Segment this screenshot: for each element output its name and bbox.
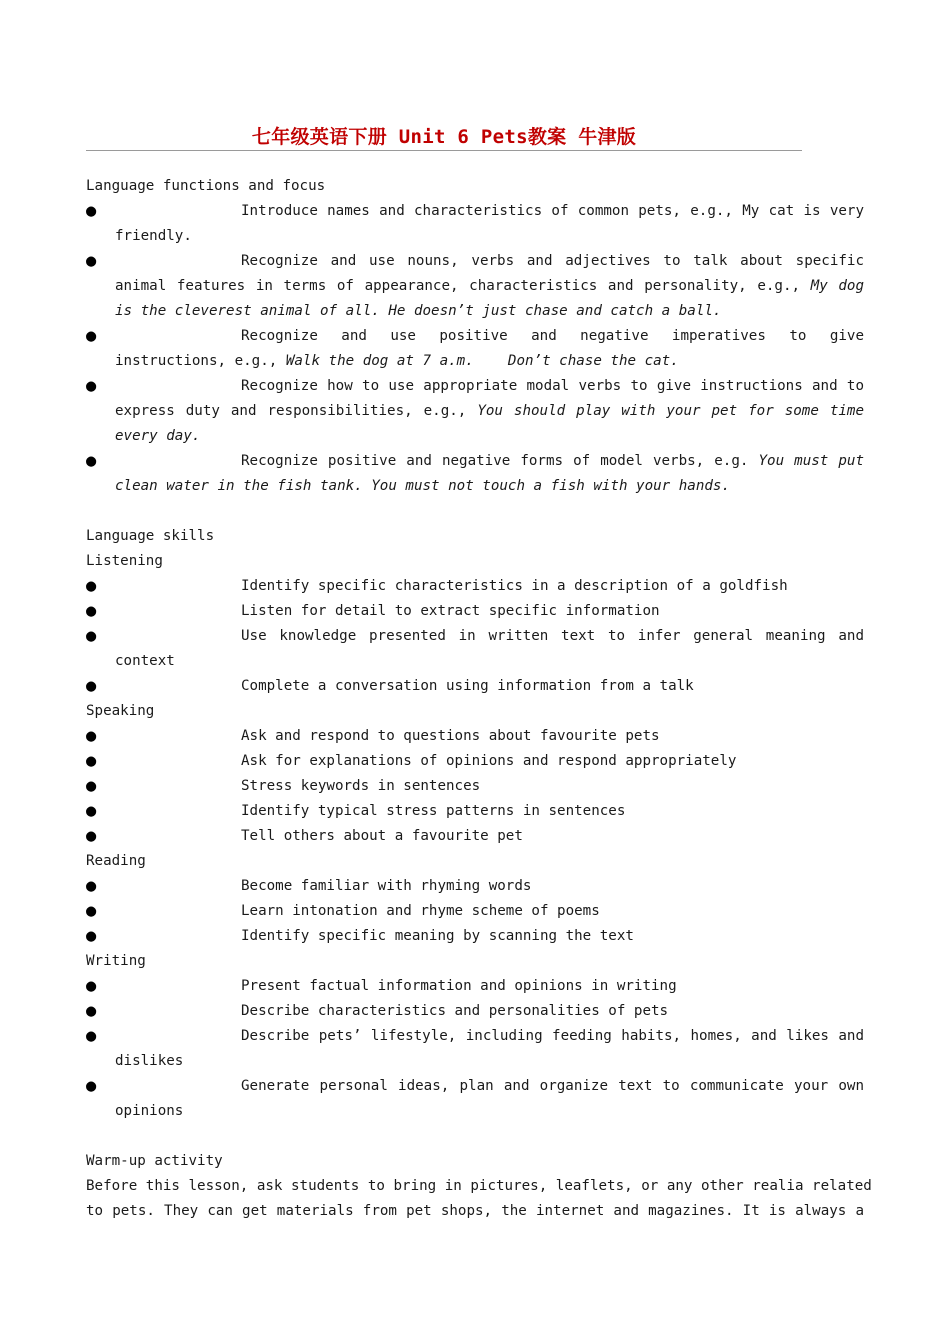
item-text: Describe characteristics and personalities of pets — [241, 1003, 669, 1019]
item-text: Recognize and use nouns, verbs and adjectives to talk about specific animal features in terms of appearance, characteristics and personality, e.g., — [115, 253, 864, 294]
bullet-icon: ● — [86, 1001, 97, 1021]
list-item — [86, 249, 864, 324]
item-example: You should play with your pet for some time every day. — [115, 403, 864, 444]
item-text: Recognize and use positive and negative imperatives to give instructions, e.g., — [115, 328, 873, 369]
bullet-icon: ● — [86, 776, 97, 796]
bullet-icon: ● — [86, 601, 97, 621]
item-text: Introduce names and characteristics of common pets, e.g., — [241, 203, 743, 219]
bullet-icon: ● — [86, 826, 97, 846]
list-item — [86, 574, 864, 599]
bullet-icon: ● — [86, 626, 97, 646]
list-item — [86, 724, 864, 749]
item-example: You must put clean water in the fish tank. You must not touch a fish with your hands. — [115, 453, 864, 494]
list-item — [86, 999, 864, 1024]
subheading-reading: Reading — [86, 853, 146, 869]
bullet-icon: ● — [86, 376, 97, 396]
list-item — [86, 599, 864, 624]
item-text: Describe pets’ lifestyle, including feeding habits, homes, and likes and dislikes — [115, 1028, 864, 1069]
item-text: Recognize how to use appropriate modal verbs to give instructions and to express duty and responsibilities, e.g., — [115, 378, 864, 419]
bullet-icon: ● — [86, 1026, 97, 1046]
item-text: Complete a conversation using information from a talk — [241, 678, 694, 694]
paragraph-line: Before this lesson, ask students to bring in pictures, leaflets, or any other realia related — [86, 1178, 872, 1194]
bullet-icon: ● — [86, 1076, 97, 1096]
list-item — [86, 324, 873, 374]
list-item — [86, 1074, 864, 1124]
item-text: Ask and respond to questions about favourite pets — [241, 728, 660, 744]
list-item — [86, 1024, 864, 1074]
item-text: Identify typical stress patterns in sentences — [241, 803, 626, 819]
bullet-icon: ● — [86, 926, 97, 946]
bullet-icon: ● — [86, 676, 97, 696]
item-text: Generate personal ideas, plan and organize text to communicate your own opinions — [115, 1078, 864, 1119]
list-item — [86, 749, 864, 774]
bullet-icon: ● — [86, 201, 97, 221]
title-underline — [86, 150, 802, 151]
list-item — [86, 924, 864, 949]
item-text: Present factual information and opinions in writing — [241, 978, 677, 994]
bullet-icon: ● — [86, 251, 97, 271]
list-item — [86, 899, 864, 924]
item-example: My cat is very friendly. — [115, 203, 864, 244]
item-text: Learn intonation and rhyme scheme of poems — [241, 903, 600, 919]
list-item — [86, 874, 864, 899]
list-item — [86, 674, 864, 699]
list-item — [86, 799, 864, 824]
section-heading-warmup: Warm-up activity — [86, 1153, 223, 1169]
bullet-icon: ● — [86, 901, 97, 921]
list-item — [86, 824, 864, 849]
item-example: My dog is the cleverest animal of all. He doesn’t just chase and catch a ball. — [115, 278, 864, 319]
item-text: Tell others about a favourite pet — [241, 828, 523, 844]
section-heading-skills: Language skills — [86, 528, 215, 544]
subheading-listening: Listening — [86, 553, 163, 569]
bullet-icon: ● — [86, 801, 97, 821]
bullet-icon: ● — [86, 451, 97, 471]
item-text: Use knowledge presented in written text to infer general meaning and context — [115, 628, 864, 669]
list-item — [86, 624, 864, 674]
list-item — [86, 449, 864, 499]
bullet-icon: ● — [86, 326, 97, 346]
bullet-icon: ● — [86, 876, 97, 896]
bullet-icon: ● — [86, 576, 97, 596]
bullet-icon: ● — [86, 751, 97, 771]
document-body — [86, 174, 873, 1224]
list-item — [86, 374, 864, 449]
bullet-icon: ● — [86, 976, 97, 996]
item-text: Identify specific characteristics in a description of a goldfish — [241, 578, 788, 594]
section-heading-functions: Language functions and focus — [86, 178, 326, 194]
list-item — [86, 199, 864, 249]
item-example: Walk the dog at 7 a.m. Don’t chase the cat. — [285, 353, 679, 369]
item-text: Recognize positive and negative forms of model verbs, e.g. — [241, 453, 759, 469]
subheading-speaking: Speaking — [86, 703, 155, 719]
list-item — [86, 974, 864, 999]
paragraph-line: to pets. They can get materials from pet shops, the internet and magazines. It is always a — [86, 1203, 864, 1219]
item-text: Identify specific meaning by scanning the text — [241, 928, 634, 944]
list-item — [86, 774, 864, 799]
item-text: Listen for detail to extract specific information — [241, 603, 660, 619]
document-title: 七年级英语下册 Unit 6 Pets教案 牛津版 — [251, 126, 637, 148]
bullet-icon: ● — [86, 726, 97, 746]
item-text: Become familiar with rhyming words — [241, 878, 532, 894]
item-text: Stress keywords in sentences — [241, 778, 481, 794]
item-text: Ask for explanations of opinions and respond appropriately — [241, 753, 737, 769]
subheading-writing: Writing — [86, 953, 146, 969]
